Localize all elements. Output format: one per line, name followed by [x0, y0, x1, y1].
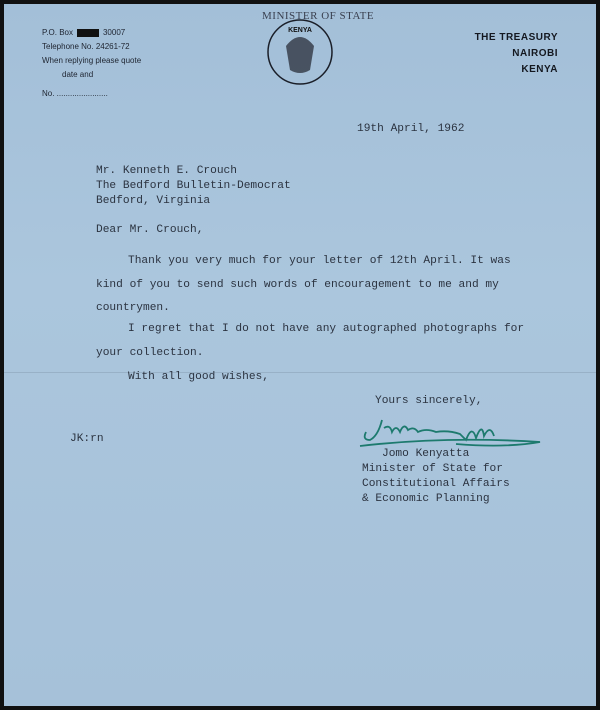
address-line: The Bedford Bulletin-Democrat: [96, 180, 291, 192]
address-line: Mr. Kenneth E. Crouch: [96, 165, 237, 177]
letter-page: [4, 4, 596, 706]
office-line-1: THE TREASURY: [474, 32, 558, 43]
signatory-name: Jomo Kenyatta: [382, 448, 470, 460]
body-line: your collection.: [96, 347, 204, 359]
letterhead-title: MINISTER OF STATE: [262, 10, 375, 22]
body-line: With all good wishes,: [128, 371, 269, 383]
body-line: kind of you to send such words of encouragement to me and my: [96, 279, 499, 291]
salutation: Dear Mr. Crouch,: [96, 224, 204, 236]
office-line-3: KENYA: [521, 64, 558, 75]
reply-note-2: date and: [62, 70, 94, 79]
letter-date: 19th April, 1962: [357, 123, 465, 135]
reply-note: When replying please quote: [42, 56, 142, 65]
svg-text:KENYA: KENYA: [288, 27, 312, 34]
body-line: I regret that I do not have any autographed photographs for: [128, 323, 525, 335]
office-line-2: NAIROBI: [512, 48, 558, 59]
signatory-title: & Economic Planning: [362, 493, 490, 505]
kenya-seal-icon: [266, 18, 336, 88]
reference-initials: JK:rn: [70, 433, 104, 445]
redaction-bar: [77, 29, 99, 37]
closing: Yours sincerely,: [375, 395, 483, 407]
telephone: Telephone No. 24261-72: [42, 42, 130, 51]
po-box: P.O. Box 30007: [42, 28, 126, 37]
body-line: countrymen.: [96, 302, 170, 314]
ref-number: No. .......................: [42, 89, 108, 98]
address-line: Bedford, Virginia: [96, 195, 211, 207]
signatory-title: Constitutional Affairs: [362, 478, 510, 490]
body-line: Thank you very much for your letter of 12th April. It was: [128, 255, 511, 267]
signatory-title: Minister of State for: [362, 463, 503, 475]
paper-fold: [4, 372, 596, 373]
